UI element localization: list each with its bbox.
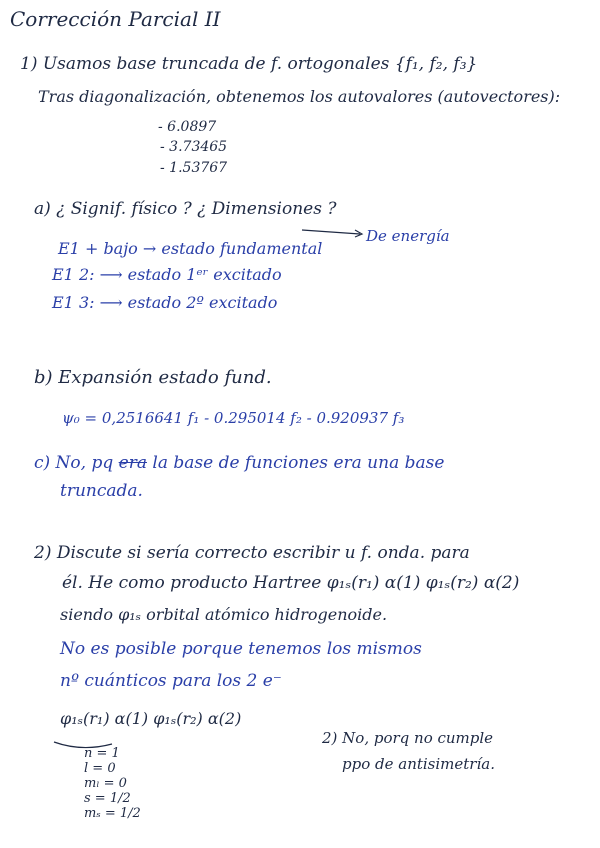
qa-item-2: E1 2: ⟶ estado 1ᵉʳ excitado [52,265,282,284]
qa-heading: a) ¿ Signif. físico ? ¿ Dimensiones ? [34,199,337,219]
qc-line1 [34,454,444,473]
q1-line1: 1) Usamos base truncada de f. ortogonales {f₁, f₂, f₃} [20,54,478,74]
qc-line1-rest: la base de funciones era una base [152,453,445,473]
q2-line2: él. He como producto Hartree φ₁ₛ(r₁) α(1) φ₁ₛ(r₂) α(2) [62,573,520,593]
q2-line3: siendo φ₁ₛ orbital atómico hidrogenoide. [60,605,388,624]
qa-item-3: E1 3: ⟶ estado 2º excitado [52,293,278,312]
qa-item-1: E1 + bajo → estado fundamental [58,239,323,258]
qb-heading: b) Expansión estado fund. [34,367,272,388]
qa-arrow-note: De energía [366,227,450,245]
q2-product: φ₁ₛ(r₁) α(1) φ₁ₛ(r₂) α(2) [60,709,242,728]
page-title: Corrección Parcial II [10,7,221,31]
qc-line2: truncada. [60,481,143,501]
eigenvalue-1: - 6.0897 [158,119,217,135]
eigenvalue-2: - 3.73465 [160,139,228,155]
qb-formula: ψ₀ = 0,2516641 f₁ - 0.295014 f₂ - 0.920937 f₃ [62,409,405,427]
q2-side-line1: 2) No, porq no cumple [322,729,494,747]
eigenvalue-3: - 1.53767 [160,160,228,176]
quantum-number-ms: mₛ = 1/2 [84,806,141,821]
qc-struck-word: era [118,453,147,473]
quantum-number-n: n = 1 [84,746,120,761]
qc-prefix: c) No, pq [34,453,114,473]
q2-line1: 2) Discute si sería correcto escribir u f. onda. para [34,543,470,563]
q2-answer2: nº cuánticos para los 2 e⁻ [60,671,282,691]
quantum-number-ml: mₗ = 0 [84,776,127,791]
q2-answer1: No es posible porque tenemos los mismos [60,639,422,659]
q2-side-line2: ppo de antisimetría. [342,755,495,773]
q1-line2: Tras diagonalización, obtenemos los autovalores (autovectores): [38,87,561,106]
arrow-icon [300,222,370,238]
quantum-number-l: l = 0 [84,761,116,776]
quantum-number-s: s = 1/2 [84,791,131,806]
quantum-numbers [84,746,141,821]
